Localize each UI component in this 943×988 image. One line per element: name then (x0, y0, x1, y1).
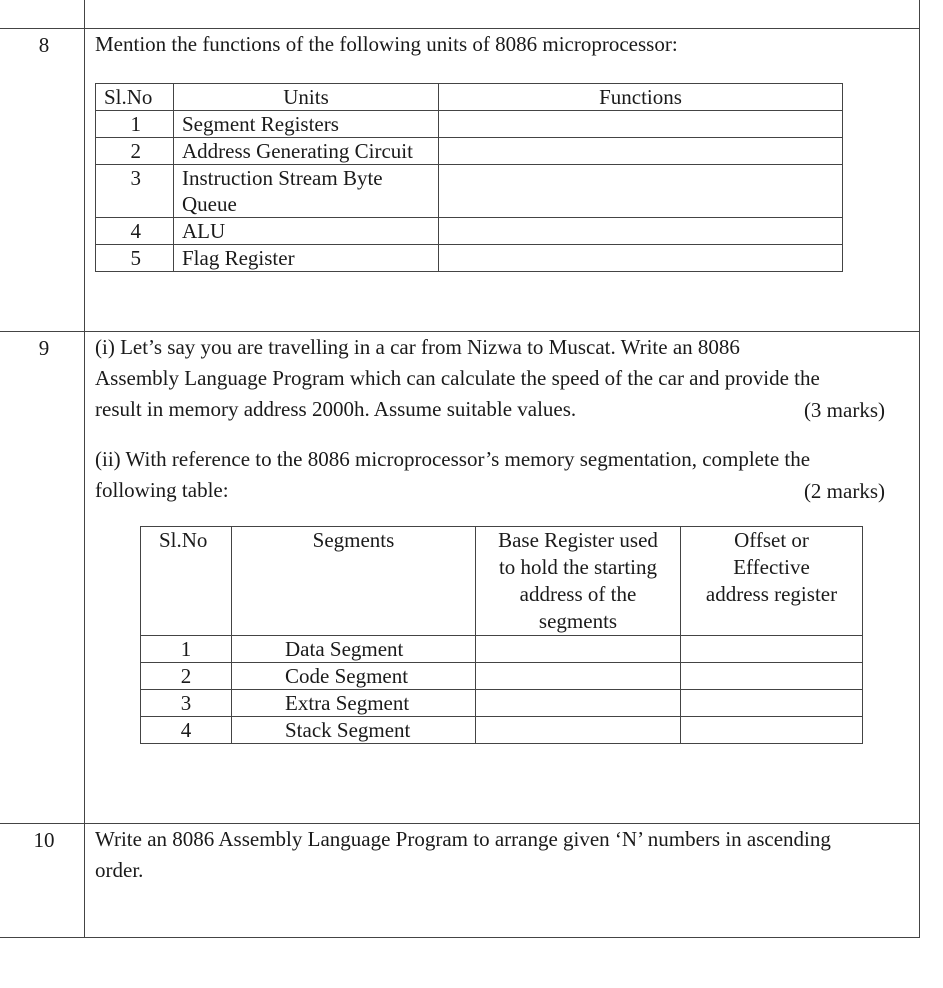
row-offset-cell[interactable] (681, 663, 863, 690)
table-row (96, 218, 843, 245)
units-functions-table (95, 83, 843, 272)
row-unit: Address Generating Circuit (174, 138, 439, 165)
table-header-row (96, 84, 843, 111)
row-base-cell[interactable] (476, 690, 681, 717)
row-unit: Flag Register (174, 245, 439, 272)
question-9-part2-marks: (2 marks) (803, 479, 885, 503)
row-function-cell[interactable] (439, 111, 843, 138)
question-9-part1-line3: result in memory address 2000h. Assume suitable values. (95, 397, 577, 421)
column-divider (84, 0, 85, 938)
table-header-row (141, 527, 863, 636)
row-base-cell[interactable] (476, 717, 681, 744)
row-function-cell[interactable] (439, 165, 843, 218)
header-base-line1: Base Register used (498, 528, 658, 552)
table-row (96, 138, 843, 165)
row-unit-line2: Queue (182, 192, 237, 216)
row-slno: 1 (96, 111, 174, 138)
header-offset-line2: Effective (733, 555, 810, 579)
row-slno: 3 (96, 165, 174, 218)
question-10-line2: order. (95, 858, 144, 882)
row-function-cell[interactable] (439, 218, 843, 245)
row-slno: 4 (96, 218, 174, 245)
header-segments: Segments (232, 527, 476, 636)
header-units: Units (174, 84, 439, 111)
question-9-part2-line1: (ii) With reference to the 8086 microprocessor’s memory segmentation, complete the (95, 447, 811, 471)
question-10-line1: Write an 8086 Assembly Language Program to arrange given ‘N’ numbers in ascending (95, 827, 831, 851)
row-function-cell[interactable] (439, 138, 843, 165)
question-9-part1-line2: Assembly Language Program which can calculate the speed of the car and provide the (95, 366, 820, 390)
row-slno: 5 (96, 245, 174, 272)
header-base-line2: to hold the starting (498, 555, 658, 579)
row-offset-cell[interactable] (681, 636, 863, 663)
row-slno: 1 (141, 636, 232, 663)
header-slno: Sl.No (96, 84, 174, 111)
question-number-9: 9 (38, 336, 50, 360)
row-slno: 3 (141, 690, 232, 717)
question-9-part2-line2: following table: (95, 478, 229, 502)
row-unit-line1: Instruction Stream Byte (182, 166, 383, 190)
row-slno: 2 (96, 138, 174, 165)
question-9-part1-marks: (3 marks) (803, 398, 885, 422)
header-base-line3: address of the (519, 582, 637, 606)
header-offset-line3: address register (705, 582, 838, 606)
row-segment: Stack Segment (232, 717, 476, 744)
row-slno: 4 (141, 717, 232, 744)
header-functions: Functions (439, 84, 843, 111)
row-slno: 2 (141, 663, 232, 690)
header-offset-register (681, 527, 863, 636)
segments-table (140, 526, 863, 744)
row-offset-cell[interactable] (681, 690, 863, 717)
row-segment: Data Segment (232, 636, 476, 663)
header-offset-line1: Offset or (734, 528, 809, 552)
header-slno: Sl.No (141, 527, 232, 636)
question-9-part1-line1: (i) Let’s say you are travelling in a car from Nizwa to Muscat. Write an 8086 (95, 335, 740, 359)
row-unit: Segment Registers (174, 111, 439, 138)
table-row (96, 111, 843, 138)
table-row (141, 636, 863, 663)
row-unit: ALU (174, 218, 439, 245)
row-base-cell[interactable] (476, 636, 681, 663)
row-unit (174, 165, 439, 218)
header-base-line4: segments (538, 609, 618, 633)
question-number-10: 10 (33, 828, 55, 852)
table-row (96, 165, 843, 218)
row-segment: Code Segment (232, 663, 476, 690)
table-row (141, 717, 863, 744)
row-function-cell[interactable] (439, 245, 843, 272)
row-base-cell[interactable] (476, 663, 681, 690)
row-segment: Extra Segment (232, 690, 476, 717)
header-base-register (476, 527, 681, 636)
question-8-prompt: Mention the functions of the following units of 8086 microprocessor: (95, 32, 678, 56)
question-number-8: 8 (38, 33, 50, 57)
table-row (96, 245, 843, 272)
row-offset-cell[interactable] (681, 717, 863, 744)
table-row (141, 690, 863, 717)
table-row (141, 663, 863, 690)
